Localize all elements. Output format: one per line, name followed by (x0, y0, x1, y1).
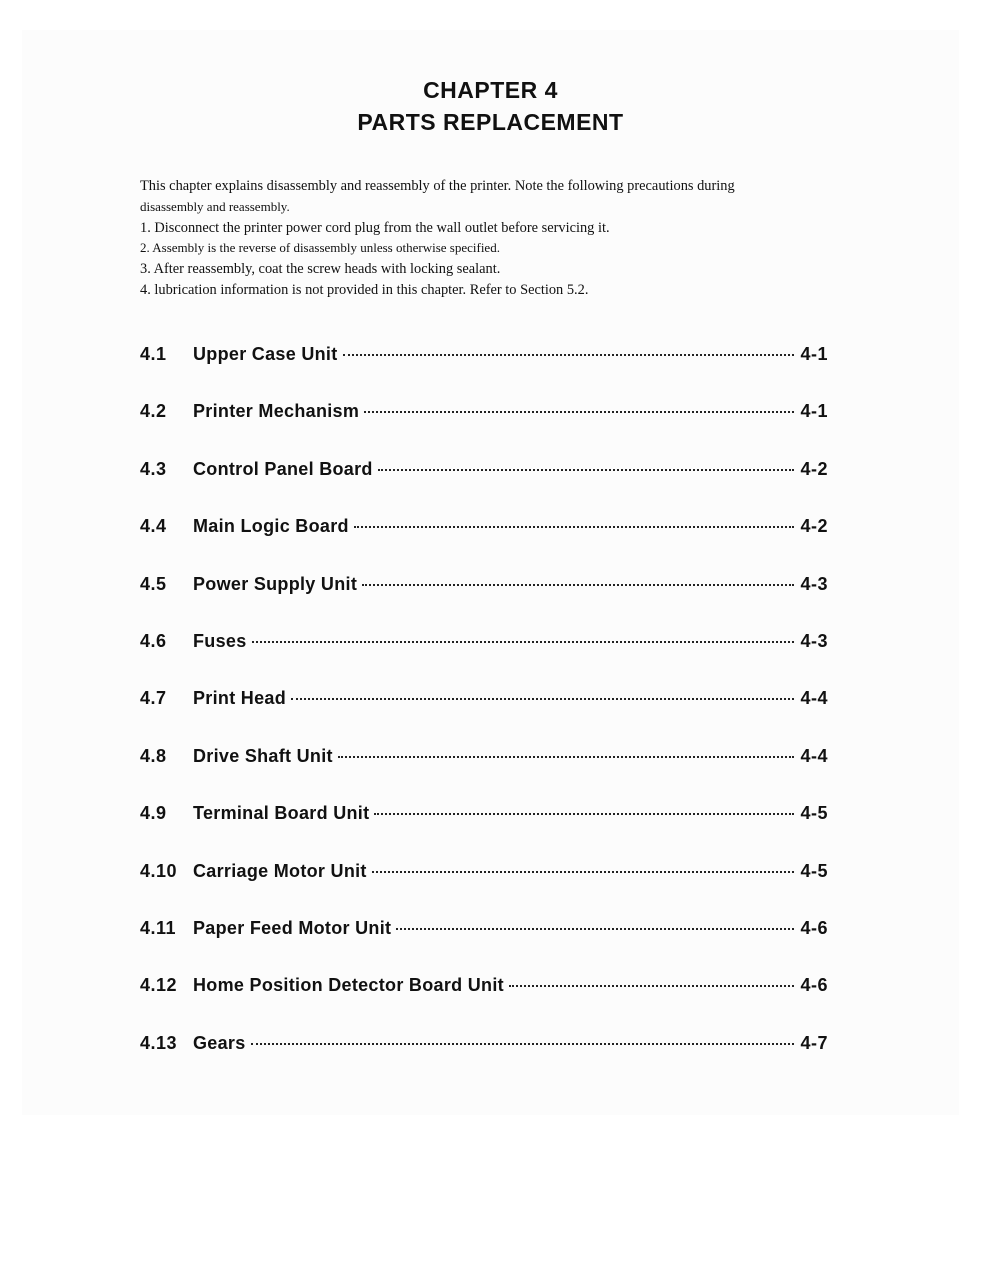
toc-section-number: 4.9 (140, 803, 167, 823)
toc-section-number: 4.10 (140, 861, 178, 881)
toc-entry[interactable] (140, 344, 828, 370)
toc-dot-leader (354, 526, 795, 528)
toc-entry[interactable] (140, 975, 828, 1001)
toc-page-number: 4-4 (800, 746, 828, 766)
precaution-item: 3. After reassembly, coat the screw heads with locking sealant. (140, 261, 501, 278)
toc-section-title: Printer Mechanism (193, 401, 360, 421)
toc-entry[interactable] (140, 688, 828, 714)
toc-section-title: Control Panel Board (193, 459, 373, 479)
toc-section-number: 4.8 (140, 746, 167, 766)
precaution-item: 4. lubrication information is not provided in this chapter. Refer to Section 5.2. (140, 281, 589, 298)
precaution-item: 1. Disconnect the printer power cord plug from the wall outlet before servicing it. (140, 219, 610, 236)
toc-entry[interactable] (140, 574, 828, 600)
toc-section-title: Main Logic Board (193, 516, 349, 536)
toc-dot-leader (252, 641, 795, 643)
toc-section-number: 4.11 (140, 918, 177, 938)
toc-entry[interactable] (140, 459, 828, 485)
toc-page-number: 4-6 (800, 975, 828, 995)
toc-section-title: Fuses (193, 631, 247, 651)
toc-dot-leader (251, 1043, 795, 1045)
toc-section-number: 4.3 (140, 459, 167, 479)
toc-page-number: 4-2 (800, 459, 828, 479)
toc-dot-leader (338, 756, 795, 758)
toc-section-number: 4.1 (140, 344, 167, 364)
toc-entry[interactable] (140, 746, 828, 772)
toc-dot-leader (374, 813, 794, 815)
toc-dot-leader (364, 411, 794, 413)
toc-section-title: Home Position Detector Board Unit (193, 975, 504, 995)
toc-entry[interactable] (140, 803, 828, 829)
toc-section-title: Paper Feed Motor Unit (193, 918, 392, 938)
toc-section-title: Carriage Motor Unit (193, 861, 367, 881)
toc-page-number: 4-3 (800, 574, 828, 594)
chapter-number: CHAPTER 4 (423, 77, 558, 103)
chapter-heading (0, 74, 981, 138)
toc-section-number: 4.7 (140, 688, 167, 708)
toc-section-title: Gears (193, 1033, 246, 1053)
precaution-item: 2. Assembly is the reverse of disassembly unless otherwise specified. (140, 240, 500, 256)
toc-entry[interactable] (140, 1033, 828, 1059)
toc-section-number: 4.5 (140, 574, 167, 594)
toc-dot-leader (291, 698, 794, 700)
toc-section-title: Drive Shaft Unit (193, 746, 333, 766)
toc-section-title: Print Head (193, 688, 287, 708)
toc-dot-leader (378, 469, 795, 471)
toc-section-number: 4.2 (140, 401, 167, 421)
toc-section-title: Upper Case Unit (193, 344, 338, 364)
toc-page-number: 4-1 (800, 401, 828, 421)
precautions-list (140, 218, 852, 301)
toc-section-number: 4.4 (140, 516, 167, 536)
toc-dot-leader (396, 928, 794, 930)
toc-entry[interactable] (140, 918, 828, 944)
toc-page-number: 4-2 (800, 516, 828, 536)
intro-section (140, 176, 852, 301)
toc-entry[interactable] (140, 516, 828, 542)
toc-entry[interactable] (140, 631, 828, 657)
toc-page-number: 4-3 (800, 631, 828, 651)
toc-page-number: 4-4 (800, 688, 828, 708)
toc-section-number: 4.13 (140, 1033, 178, 1053)
toc-section-number: 4.6 (140, 631, 167, 651)
toc-page-number: 4-5 (800, 861, 828, 881)
chapter-title: PARTS REPLACEMENT (357, 109, 624, 135)
toc-dot-leader (343, 354, 795, 356)
toc-page-number: 4-7 (800, 1033, 828, 1053)
toc-entry[interactable] (140, 401, 828, 427)
toc-section-number: 4.12 (140, 975, 178, 995)
toc-page-number: 4-1 (800, 344, 828, 364)
toc-dot-leader (509, 985, 795, 987)
toc-section-title: Terminal Board Unit (193, 803, 370, 823)
toc-page-number: 4-5 (800, 803, 828, 823)
toc-dot-leader (362, 584, 794, 586)
toc-entry[interactable] (140, 861, 828, 887)
toc-section-title: Power Supply Unit (193, 574, 358, 594)
toc-page-number: 4-6 (800, 918, 828, 938)
intro-paragraph: This chapter explains disassembly and reassembly of the printer. Note the following precautions during (140, 178, 735, 194)
intro-paragraph-continued: disassembly and reassembly. (140, 198, 290, 214)
toc-dot-leader (372, 871, 795, 873)
